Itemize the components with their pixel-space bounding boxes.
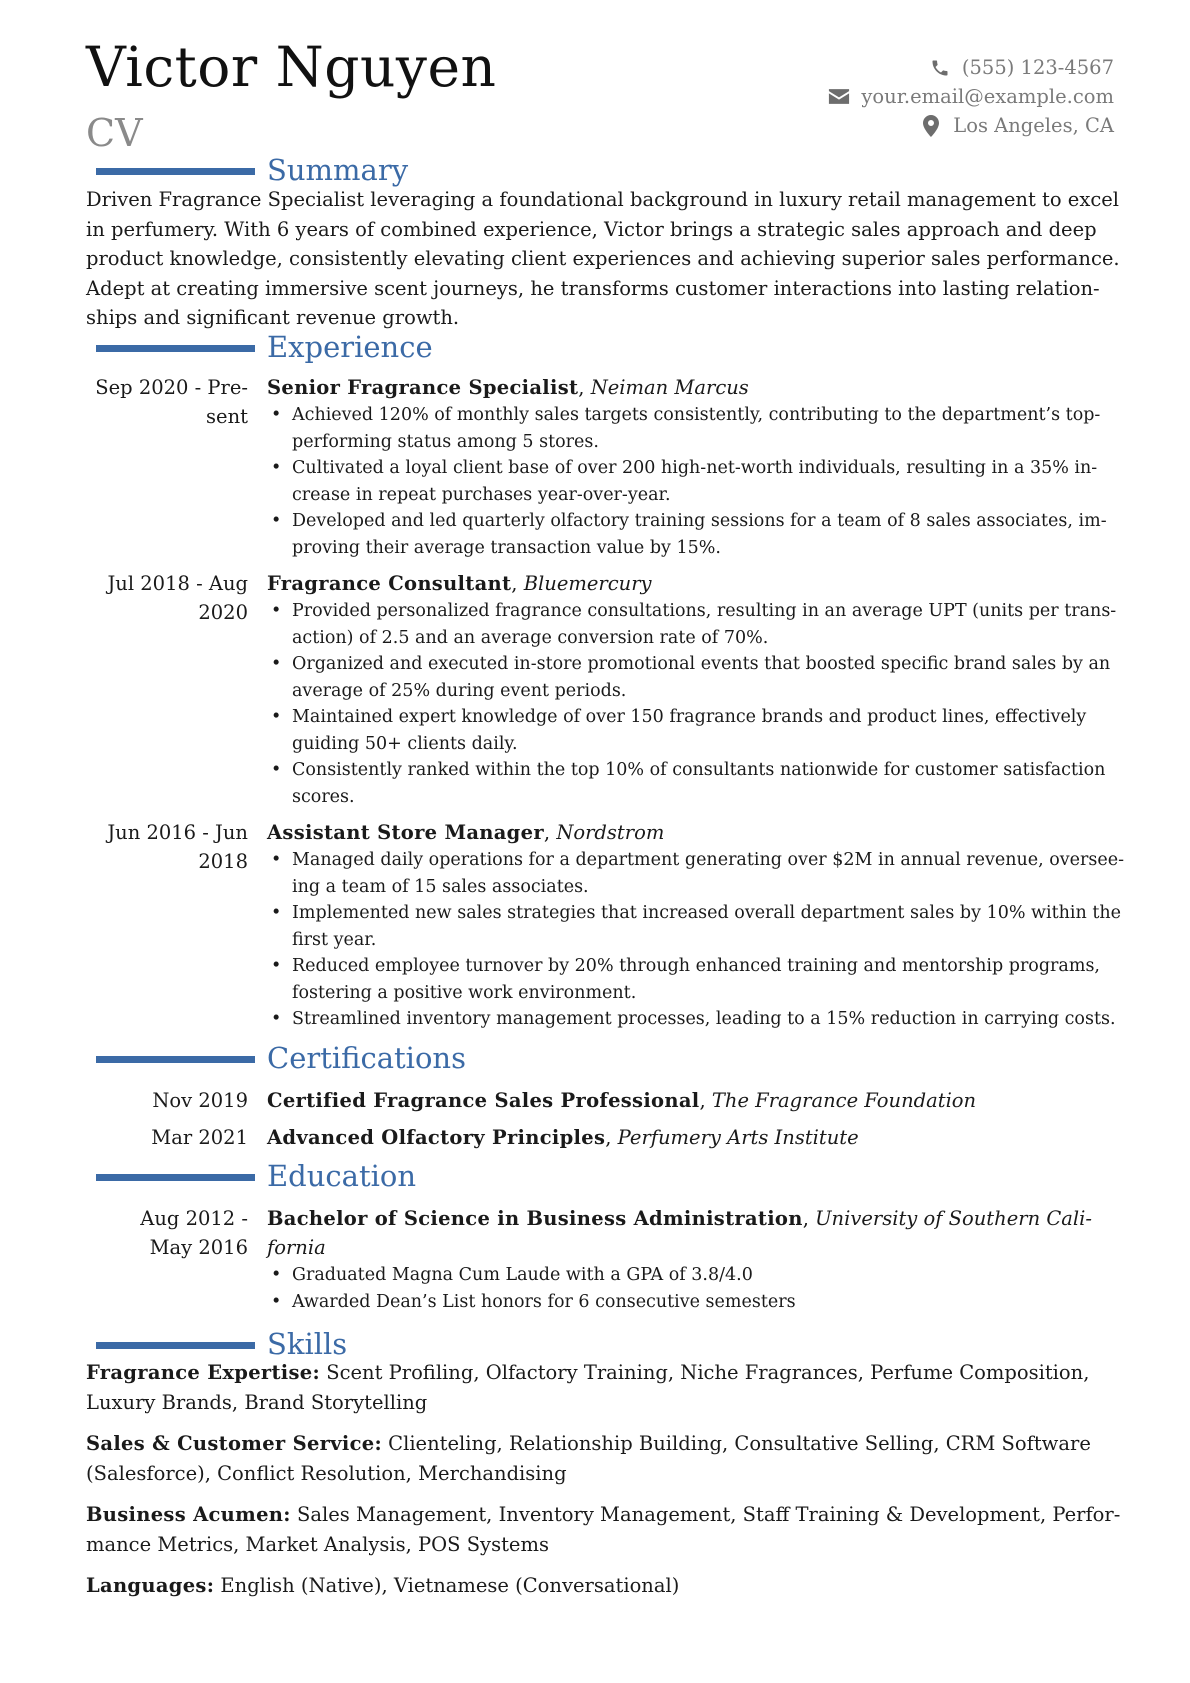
list-item: • Developed and led quarterly olfactory training sessions for a team of 8 sales associates, im- proving their average transaction value by 15%. [271,511,1107,558]
contact-email [827,82,1114,111]
experience-bullets [267,847,1124,1033]
certification-date [86,1123,248,1152]
education-heading: Bachelor of Science in Business Administration, University of Southern Cali- fornia [267,1207,1092,1259]
date-line: May 2016 [149,1236,248,1259]
summary-line: Adept at creating immersive scent journeys, he transforms customer interactions into lasting relation- [86,276,1100,300]
skill-items: Clienteling, Relationship Building, Consultative Selling, CRM Software [381,1432,1091,1455]
skill-items: Sales Management, Inventory Management, Staff Training & Development, Perfor- [290,1503,1121,1526]
employer: Neiman Marcus [590,376,749,399]
summary-line: ships and significant revenue growth. [86,306,460,329]
summary-line: Driven Fragrance Specialist leveraging a foundational background in luxury retail management to excel [86,188,1120,211]
list-item: • Maintained expert knowledge of over 150 fragrance brands and product lines, effectively guiding 50+ clients daily. [271,707,1087,754]
education-bullets [267,1262,1107,1315]
list-item: • Streamlined inventory management processes, leading to a 15% reduction in carrying costs. [271,1009,1116,1029]
education-date [86,1204,248,1262]
date-line: sent [206,405,248,428]
section-accent-bar [96,345,255,352]
certification-title: Advanced Olfactory Principles [267,1126,606,1149]
skill-items: English (Native), Vietnamese (Conversational) [214,1574,680,1597]
skill-group [86,1571,1116,1601]
experience-date [86,373,248,431]
experience-date [86,569,248,627]
location-text: Los Angeles, CA [953,114,1114,137]
skill-group [86,1358,1116,1417]
degree: Bachelor of Science in Business Administration [267,1207,803,1230]
issuer: Perfumery Arts Institute [617,1126,859,1149]
section-accent-bar [96,1056,255,1063]
certification-title: Certified Fragrance Sales Professional [267,1089,700,1112]
contact-location [827,111,1114,140]
skill-label: Sales & Customer Service: [86,1432,382,1455]
certification-heading: Advanced Olfactory Principles, Perfumery Arts Institute [267,1126,859,1149]
section-accent-bar [96,1174,255,1181]
experience-bullets [267,402,1107,561]
section-title: Education [267,1159,417,1193]
list-item: • Consistently ranked within the top 10% of consultants nationwide for customer satisfaction scores. [271,760,1106,807]
list-item: • Implemented new sales strategies that increased overall department sales by 10% within the first year. [271,903,1122,950]
experience-date [86,818,248,876]
skill-items: (Salesforce), Conflict Resolution, Merchandising [86,1461,567,1485]
skill-label: Business Acumen: [86,1503,291,1526]
section-title: Skills [267,1327,348,1361]
date-line: Sep 2020 - Pre- [95,376,248,399]
envelope-icon [827,86,851,108]
date-line: Jul 2018 - Aug [107,572,248,595]
contact-phone [827,53,1114,82]
certification-heading: Certified Fragrance Sales Professional, The Fragrance Foundation [267,1089,977,1112]
summary-text [86,185,1120,333]
list-item: • Managed daily operations for a department generating over $2M in annual revenue, oversee- ing a team of 15 sales associates. [271,850,1124,897]
employer: Bluemercury [523,572,652,595]
section-title: Certifications [267,1041,466,1075]
list-item: • Achieved 120% of monthly sales targets consistently, contributing to the department’s top- performing status among 5 stores. [271,405,1101,452]
list-item: • Awarded Dean’s List honors for 6 consecutive semesters [271,1291,796,1312]
list-item: • Organized and executed in-store promotional events that boosted specific brand sales by an average of 25% during event periods. [271,654,1111,701]
date-line: Jun 2016 - Jun [107,821,248,844]
summary-line: in perfumery. With 6 years of combined experience, Victor brings a strategic sales approach and deep [86,217,1097,241]
summary-line: product knowledge, consistently elevating client experiences and achieving superior sales performance. [86,247,1120,270]
list-item: • Graduated Magna Cum Laude with a GPA of 3.8/4.0 [271,1265,753,1285]
skill-label: Fragrance Expertise: [86,1361,321,1384]
document-subtitle: CV [86,111,143,155]
experience-heading: Fragrance Consultant, Bluemercury [267,572,652,595]
date-line: Aug 2012 - [140,1207,248,1230]
section-accent-bar [96,1342,255,1349]
date-line: Nov 2019 [152,1089,248,1112]
list-item: • Reduced employee turnover by 20% through enhanced training and mentorship programs, fostering a positive work environment. [271,956,1100,1003]
phone-text: (555) 123-4567 [961,56,1114,79]
candidate-name: Victor Nguyen [86,35,497,99]
list-item: • Cultivated a loyal client base of over 200 high-net-worth individuals, resulting in a 35% in- crease in repeat purchases year-over-year. [271,458,1098,505]
job-title: Assistant Store Manager [267,821,544,844]
job-title: Senior Fragrance Specialist [267,376,579,399]
date-line: Mar 2021 [151,1126,248,1149]
section-accent-bar [96,168,255,175]
certification-date [86,1086,248,1115]
institution: University of Southern Cali- [815,1207,1092,1230]
contact-block [827,53,1114,140]
section-title: Summary [267,153,409,187]
phone-icon [928,57,952,79]
date-line: 2018 [198,850,248,873]
skill-label: Languages: [86,1574,215,1597]
skill-items: mance Metrics, Market Analysis, POS Systems [86,1532,549,1556]
issuer: The Fragrance Foundation [711,1089,977,1112]
institution-cont: fornia [267,1236,326,1259]
section-title: Experience [267,330,433,364]
date-line: 2020 [198,601,248,624]
skill-group [86,1429,1116,1488]
skill-group [86,1500,1121,1559]
list-item: • Provided personalized fragrance consultations, resulting in an average UPT (units per trans- action) of 2.5 and an average conversion rate of 70%. [271,601,1117,648]
skill-items: Scent Profiling, Olfactory Training, Niche Fragrances, Perfume Composition, [320,1361,1090,1384]
experience-bullets [267,598,1117,810]
email-text: your.email@example.com [861,85,1114,108]
map-marker-icon [919,115,943,137]
experience-heading: Assistant Store Manager, Nordstrom [267,821,665,844]
experience-heading: Senior Fragrance Specialist, Neiman Marcus [267,376,749,399]
skill-items: Luxury Brands, Brand Storytelling [86,1390,428,1414]
job-title: Fragrance Consultant [267,572,512,595]
employer: Nordstrom [556,821,665,844]
